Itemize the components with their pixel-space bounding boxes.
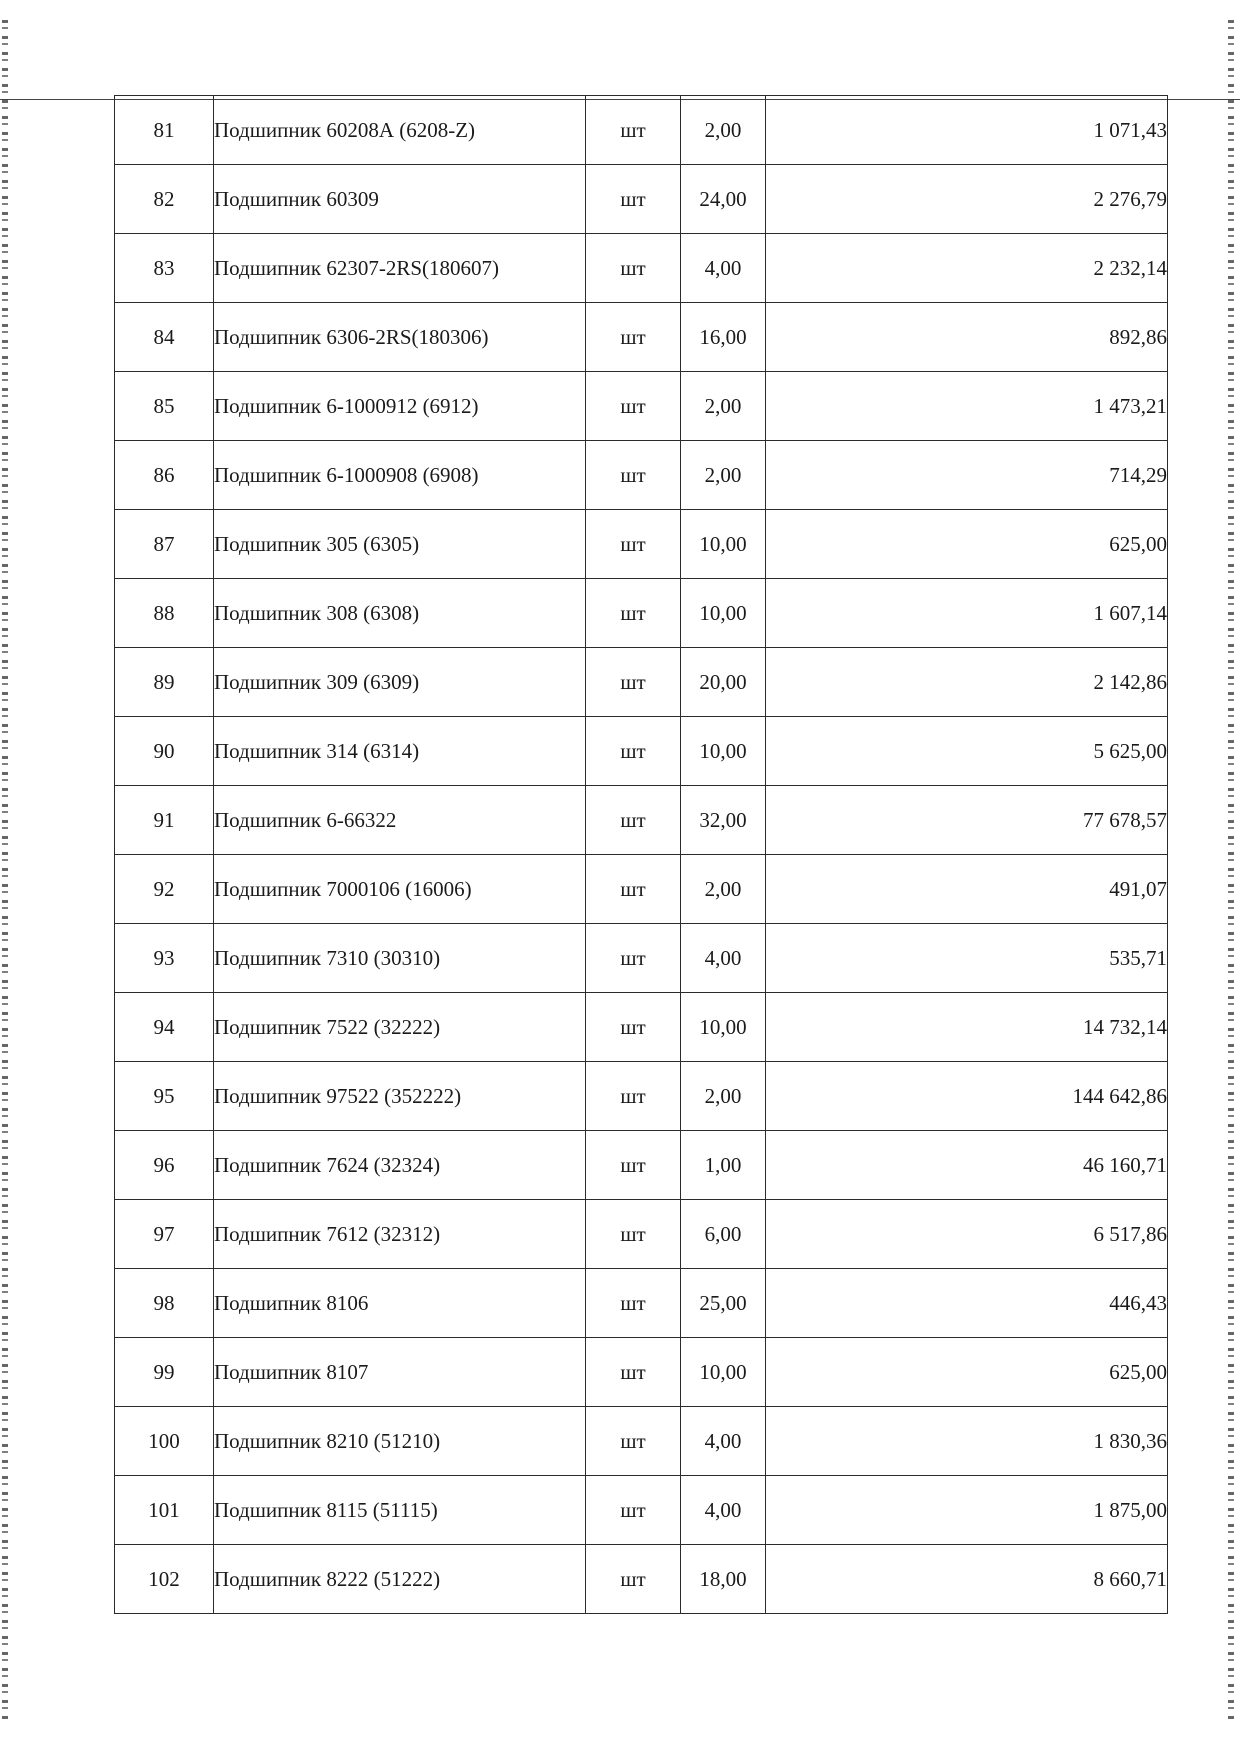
row-number: 96 bbox=[115, 1131, 214, 1200]
table-row bbox=[115, 924, 1168, 993]
table-row bbox=[115, 993, 1168, 1062]
item-name: Подшипник 305 (6305) bbox=[214, 510, 586, 579]
row-number: 85 bbox=[115, 372, 214, 441]
scan-artifact-right-strip bbox=[1228, 20, 1234, 1720]
unit-cell: шт bbox=[586, 1338, 681, 1407]
scan-artifact-left-strip bbox=[2, 20, 8, 1720]
row-number: 88 bbox=[115, 579, 214, 648]
table-row bbox=[115, 579, 1168, 648]
table-row bbox=[115, 1545, 1168, 1614]
quantity-cell: 24,00 bbox=[681, 165, 766, 234]
row-number: 98 bbox=[115, 1269, 214, 1338]
quantity-cell: 16,00 bbox=[681, 303, 766, 372]
row-number: 90 bbox=[115, 717, 214, 786]
amount-cell: 144 642,86 bbox=[766, 1062, 1168, 1131]
amount-cell: 535,71 bbox=[766, 924, 1168, 993]
table-row bbox=[115, 648, 1168, 717]
unit-cell: шт bbox=[586, 717, 681, 786]
table-row bbox=[115, 303, 1168, 372]
unit-cell: шт bbox=[586, 1062, 681, 1131]
table-row bbox=[115, 510, 1168, 579]
row-number: 102 bbox=[115, 1545, 214, 1614]
row-number: 91 bbox=[115, 786, 214, 855]
amount-cell: 1 607,14 bbox=[766, 579, 1168, 648]
row-number: 83 bbox=[115, 234, 214, 303]
table-row bbox=[115, 786, 1168, 855]
unit-cell: шт bbox=[586, 1407, 681, 1476]
amount-cell: 491,07 bbox=[766, 855, 1168, 924]
amount-cell: 6 517,86 bbox=[766, 1200, 1168, 1269]
amount-cell: 625,00 bbox=[766, 510, 1168, 579]
row-number: 82 bbox=[115, 165, 214, 234]
quantity-cell: 4,00 bbox=[681, 1476, 766, 1545]
table-row bbox=[115, 855, 1168, 924]
quantity-cell: 25,00 bbox=[681, 1269, 766, 1338]
row-number: 86 bbox=[115, 441, 214, 510]
unit-cell: шт bbox=[586, 924, 681, 993]
table-row bbox=[115, 717, 1168, 786]
row-number: 100 bbox=[115, 1407, 214, 1476]
row-number: 95 bbox=[115, 1062, 214, 1131]
row-number: 94 bbox=[115, 993, 214, 1062]
unit-cell: шт bbox=[586, 1269, 681, 1338]
item-name: Подшипник 8106 bbox=[214, 1269, 586, 1338]
row-number: 92 bbox=[115, 855, 214, 924]
row-number: 97 bbox=[115, 1200, 214, 1269]
unit-cell: шт bbox=[586, 855, 681, 924]
amount-cell: 446,43 bbox=[766, 1269, 1168, 1338]
item-name: Подшипник 6-66322 bbox=[214, 786, 586, 855]
row-number: 89 bbox=[115, 648, 214, 717]
unit-cell: шт bbox=[586, 1200, 681, 1269]
quantity-cell: 20,00 bbox=[681, 648, 766, 717]
quantity-cell: 10,00 bbox=[681, 510, 766, 579]
item-name: Подшипник 7522 (32222) bbox=[214, 993, 586, 1062]
quantity-cell: 10,00 bbox=[681, 579, 766, 648]
unit-cell: шт bbox=[586, 1131, 681, 1200]
item-name: Подшипник 7612 (32312) bbox=[214, 1200, 586, 1269]
unit-cell: шт bbox=[586, 303, 681, 372]
row-number: 84 bbox=[115, 303, 214, 372]
quantity-cell: 2,00 bbox=[681, 855, 766, 924]
table-row bbox=[115, 1476, 1168, 1545]
item-name: Подшипник 6306-2RS(180306) bbox=[214, 303, 586, 372]
items-table bbox=[114, 95, 1168, 1614]
row-number: 81 bbox=[115, 96, 214, 165]
amount-cell: 5 625,00 bbox=[766, 717, 1168, 786]
amount-cell: 14 732,14 bbox=[766, 993, 1168, 1062]
amount-cell: 2 142,86 bbox=[766, 648, 1168, 717]
table-row bbox=[115, 1062, 1168, 1131]
amount-cell: 1 473,21 bbox=[766, 372, 1168, 441]
quantity-cell: 10,00 bbox=[681, 1338, 766, 1407]
table-row bbox=[115, 1200, 1168, 1269]
item-name: Подшипник 314 (6314) bbox=[214, 717, 586, 786]
item-name: Подшипник 6-1000912 (6912) bbox=[214, 372, 586, 441]
quantity-cell: 18,00 bbox=[681, 1545, 766, 1614]
table-row bbox=[115, 1131, 1168, 1200]
unit-cell: шт bbox=[586, 372, 681, 441]
unit-cell: шт bbox=[586, 441, 681, 510]
quantity-cell: 4,00 bbox=[681, 1407, 766, 1476]
amount-cell: 2 276,79 bbox=[766, 165, 1168, 234]
quantity-cell: 10,00 bbox=[681, 993, 766, 1062]
item-name: Подшипник 7310 (30310) bbox=[214, 924, 586, 993]
unit-cell: шт bbox=[586, 993, 681, 1062]
table-row bbox=[115, 96, 1168, 165]
amount-cell: 625,00 bbox=[766, 1338, 1168, 1407]
unit-cell: шт bbox=[586, 648, 681, 717]
quantity-cell: 2,00 bbox=[681, 372, 766, 441]
item-name: Подшипник 60309 bbox=[214, 165, 586, 234]
item-name: Подшипник 308 (6308) bbox=[214, 579, 586, 648]
amount-cell: 1 875,00 bbox=[766, 1476, 1168, 1545]
item-name: Подшипник 8210 (51210) bbox=[214, 1407, 586, 1476]
amount-cell: 46 160,71 bbox=[766, 1131, 1168, 1200]
unit-cell: шт bbox=[586, 1476, 681, 1545]
quantity-cell: 6,00 bbox=[681, 1200, 766, 1269]
unit-cell: шт bbox=[586, 96, 681, 165]
table-row bbox=[115, 234, 1168, 303]
item-name: Подшипник 8107 bbox=[214, 1338, 586, 1407]
unit-cell: шт bbox=[586, 1545, 681, 1614]
item-name: Подшипник 97522 (352222) bbox=[214, 1062, 586, 1131]
quantity-cell: 4,00 bbox=[681, 924, 766, 993]
amount-cell: 1 830,36 bbox=[766, 1407, 1168, 1476]
quantity-cell: 10,00 bbox=[681, 717, 766, 786]
item-name: Подшипник 62307-2RS(180607) bbox=[214, 234, 586, 303]
quantity-cell: 2,00 bbox=[681, 1062, 766, 1131]
table-row bbox=[115, 165, 1168, 234]
unit-cell: шт bbox=[586, 234, 681, 303]
amount-cell: 714,29 bbox=[766, 441, 1168, 510]
row-number: 101 bbox=[115, 1476, 214, 1545]
quantity-cell: 2,00 bbox=[681, 441, 766, 510]
table-row bbox=[115, 441, 1168, 510]
quantity-cell: 2,00 bbox=[681, 96, 766, 165]
item-name: Подшипник 309 (6309) bbox=[214, 648, 586, 717]
quantity-cell: 1,00 bbox=[681, 1131, 766, 1200]
table-row bbox=[115, 372, 1168, 441]
row-number: 87 bbox=[115, 510, 214, 579]
amount-cell: 1 071,43 bbox=[766, 96, 1168, 165]
table-row bbox=[115, 1338, 1168, 1407]
item-name: Подшипник 7624 (32324) bbox=[214, 1131, 586, 1200]
quantity-cell: 32,00 bbox=[681, 786, 766, 855]
amount-cell: 2 232,14 bbox=[766, 234, 1168, 303]
item-name: Подшипник 8222 (51222) bbox=[214, 1545, 586, 1614]
item-name: Подшипник 60208А (6208-Z) bbox=[214, 96, 586, 165]
item-name: Подшипник 6-1000908 (6908) bbox=[214, 441, 586, 510]
quantity-cell: 4,00 bbox=[681, 234, 766, 303]
amount-cell: 892,86 bbox=[766, 303, 1168, 372]
unit-cell: шт bbox=[586, 579, 681, 648]
table-row bbox=[115, 1407, 1168, 1476]
amount-cell: 77 678,57 bbox=[766, 786, 1168, 855]
item-name: Подшипник 7000106 (16006) bbox=[214, 855, 586, 924]
table-row bbox=[115, 1269, 1168, 1338]
amount-cell: 8 660,71 bbox=[766, 1545, 1168, 1614]
unit-cell: шт bbox=[586, 510, 681, 579]
row-number: 93 bbox=[115, 924, 214, 993]
unit-cell: шт bbox=[586, 165, 681, 234]
items-table-body bbox=[115, 96, 1168, 1614]
item-name: Подшипник 8115 (51115) bbox=[214, 1476, 586, 1545]
unit-cell: шт bbox=[586, 786, 681, 855]
row-number: 99 bbox=[115, 1338, 214, 1407]
